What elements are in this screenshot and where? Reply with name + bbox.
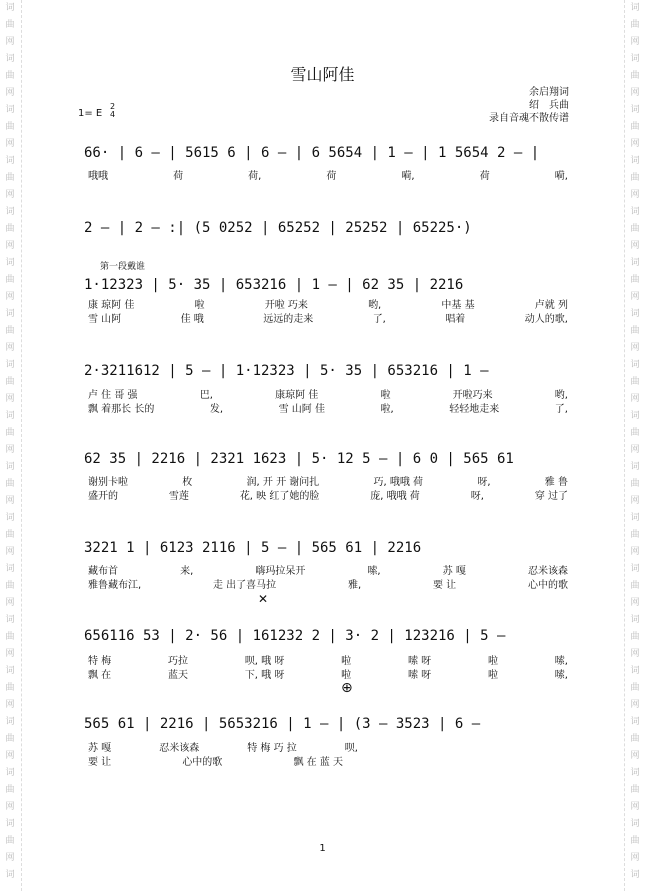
watermark-char: 曲 (5, 377, 15, 387)
watermark-char: 词 (5, 411, 15, 421)
lyric-word: 荷, (248, 171, 262, 182)
watermark-char: 词 (630, 666, 640, 676)
watermark-char: 网 (630, 292, 640, 302)
watermark-char: 网 (630, 394, 640, 404)
lyric-word: 特 梅 (88, 656, 112, 667)
watermark-char: 词 (5, 768, 15, 778)
lyric-word: 盛开的 (88, 491, 118, 502)
watermark-char: 曲 (5, 530, 15, 540)
lyric-word: 雅 鲁 (544, 477, 568, 488)
lyric-word: 荷 (326, 171, 337, 182)
lyric-word: 下, 哦 呀 (244, 670, 285, 681)
lyric-word: 嗦 呀 (407, 656, 432, 667)
lyric-word: 忍米该森 (527, 566, 568, 577)
watermark-char: 网 (5, 496, 15, 506)
lyric-word: 心中的歌 (528, 580, 568, 591)
watermark-char: 曲 (630, 530, 640, 540)
lyric-word: 谢别卡啦 (88, 477, 128, 488)
lyric-word: 忍米该森 (159, 743, 200, 754)
lyric-word: 康 琼阿 佳 (88, 300, 135, 311)
watermark-char: 曲 (5, 71, 15, 81)
watermark-char: 词 (5, 309, 15, 319)
time-sig-top: 2 (110, 102, 116, 111)
watermark-char: 曲 (630, 224, 640, 234)
lyric-word: 卢就 列 (534, 300, 568, 311)
watermark-char: 曲 (630, 836, 640, 846)
lyric-line-3a (88, 299, 568, 313)
lyric-word: 啦 (487, 656, 498, 667)
score-line-5: 62 35 | 2216 | 2321 1623 | 5· 12 5 — | 6 0 | 565 61 (84, 451, 514, 467)
watermark-char: 网 (630, 343, 640, 353)
watermark-left (2, 0, 18, 891)
lyric-line-6a (88, 565, 568, 579)
watermark-char: 词 (5, 3, 15, 13)
watermark-char: 曲 (5, 581, 15, 591)
lyric-word: 啦 (194, 300, 205, 311)
watermark-char: 词 (630, 360, 640, 370)
lyric-word: 巧拉 (168, 656, 188, 667)
watermark-char: 词 (5, 156, 15, 166)
lyric-word: 轻轻地走来 (449, 404, 500, 415)
score-line-3: 1·12323 | 5· 35 | 653216 | 1 — | 62 35 | 2216 (84, 277, 464, 293)
score-line-8: 565 61 | 2216 | 5653216 | 1 — | (3 — 3523 | 6 — (84, 716, 481, 732)
lyric-word: 雪 山阿 (88, 314, 122, 325)
watermark-char: 网 (630, 853, 640, 863)
watermark-char: 网 (630, 88, 640, 98)
watermark-char: 网 (630, 751, 640, 761)
watermark-char: 曲 (5, 428, 15, 438)
lyric-line-5a (88, 476, 568, 490)
lyric-word: 嗦, (554, 656, 568, 667)
lyric-word: 啦 (341, 656, 352, 667)
lyric-word: 飘 着那长 长的 (88, 404, 155, 415)
lyric-word: 啦, (380, 404, 394, 415)
watermark-char: 曲 (5, 275, 15, 285)
watermark-right (627, 0, 643, 891)
lyric-word: 润, 开 开 谢问扎 (246, 477, 320, 488)
key-signature: 1= E (78, 108, 103, 119)
watermark-char: 网 (5, 292, 15, 302)
lyric-word: 啦 (487, 670, 498, 681)
lyric-line-4a (88, 389, 568, 403)
segno-mark-icon: ✕ (258, 592, 269, 606)
watermark-char: 词 (630, 105, 640, 115)
watermark-char: 曲 (630, 581, 640, 591)
watermark-char: 曲 (5, 734, 15, 744)
lyric-word: 嗦, (554, 670, 568, 681)
lyric-word: 啦 (380, 390, 391, 401)
watermark-char: 曲 (630, 20, 640, 30)
watermark-char: 网 (5, 802, 15, 812)
lyric-word: 穿 过了 (534, 491, 568, 502)
time-sig-bottom: 4 (110, 110, 116, 119)
watermark-char: 网 (5, 445, 15, 455)
lyric-word: 唱着 (445, 314, 466, 325)
watermark-char: 曲 (5, 683, 15, 693)
watermark-char: 词 (5, 870, 15, 880)
watermark-char: 词 (630, 258, 640, 268)
watermark-char: 词 (630, 3, 640, 13)
watermark-char: 曲 (5, 20, 15, 30)
lyric-word: 飘 在 (88, 670, 112, 681)
lyric-word: 巴, (199, 390, 213, 401)
lyric-word: 嗨玛拉呆开 (255, 566, 306, 577)
lyric-word: 雅, (348, 580, 362, 591)
watermark-char: 网 (630, 241, 640, 251)
watermark-char: 词 (5, 462, 15, 472)
lyric-word: 呗, 哦 呀 (244, 656, 285, 667)
watermark-char: 词 (5, 717, 15, 727)
lyric-word: 荷 (173, 171, 184, 182)
watermark-char: 词 (630, 462, 640, 472)
lyric-word: 苏 嘎 (88, 743, 112, 754)
watermark-char: 曲 (630, 326, 640, 336)
lyric-word: 嗬, (554, 171, 568, 182)
watermark-char: 词 (630, 309, 640, 319)
lyric-word: 庞, 哦哦 荷 (370, 491, 420, 502)
lyric-line-8a (88, 742, 358, 756)
watermark-char: 词 (5, 360, 15, 370)
time-signature (110, 103, 115, 119)
watermark-char: 网 (630, 649, 640, 659)
margin-line-right (624, 0, 625, 891)
lyric-word: 了, (372, 314, 386, 325)
watermark-char: 网 (630, 445, 640, 455)
composer-credit: 绍 兵曲 (529, 100, 569, 111)
watermark-char: 曲 (5, 632, 15, 642)
lyric-word: 来, (180, 566, 194, 577)
lyric-word: 啦 (341, 670, 352, 681)
watermark-char: 网 (630, 37, 640, 47)
coda-mark-icon: ⊕ (341, 680, 353, 696)
lyric-word: 要 让 (433, 580, 457, 591)
lyric-word: 嗦, (367, 566, 381, 577)
lyric-line-1a (88, 170, 568, 184)
lyric-word: 动人的歌, (524, 314, 568, 325)
lyric-word: 要 让 (88, 757, 112, 768)
lyric-word: 雅鲁藏布江, (88, 580, 142, 591)
lyric-word: 特 梅 巧 拉 (247, 743, 297, 754)
watermark-char: 词 (5, 207, 15, 217)
lyric-word: 开啦巧来 (452, 390, 493, 401)
watermark-char: 词 (5, 54, 15, 64)
watermark-char: 网 (5, 139, 15, 149)
lyric-word: 嗬, (401, 171, 415, 182)
watermark-char: 网 (5, 394, 15, 404)
watermark-char: 词 (630, 156, 640, 166)
watermark-char: 曲 (5, 122, 15, 132)
lyric-word: 飘 在 蓝 天 (293, 757, 343, 768)
margin-line-left (21, 0, 22, 891)
lyric-word: 走 出了喜马拉 (213, 580, 277, 591)
lyric-line-6b (88, 579, 568, 593)
lyric-word: 卢 住 哥 强 (88, 390, 138, 401)
lyric-word: 佳 哦 (180, 314, 204, 325)
watermark-char: 词 (5, 513, 15, 523)
lyric-word: 呀, (477, 477, 491, 488)
score-line-7: 656116 53 | 2· 56 | 161232 2 | 3· 2 | 123216 | 5 — (84, 628, 506, 644)
watermark-char: 网 (5, 88, 15, 98)
watermark-char: 曲 (630, 377, 640, 387)
watermark-char: 词 (630, 717, 640, 727)
section-annotation: 第一段戴谁 (100, 262, 146, 272)
score-line-1: 66· | 6 — | 5615 6 | 6 — | 6 5654 | 1 — | 1 5654 2 — | (84, 145, 540, 161)
watermark-char: 曲 (630, 479, 640, 489)
lyric-word: 蓝天 (168, 670, 188, 681)
lyric-word: 开啦 巧来 (264, 300, 308, 311)
watermark-char: 曲 (630, 428, 640, 438)
watermark-char: 网 (5, 241, 15, 251)
lyric-word: 哟, (368, 300, 382, 311)
watermark-char: 曲 (630, 71, 640, 81)
lyric-line-5b (88, 490, 568, 504)
watermark-char: 曲 (630, 275, 640, 285)
lyric-word: 康琼阿 佳 (275, 390, 319, 401)
watermark-char: 网 (630, 496, 640, 506)
lyric-line-4b (88, 403, 568, 417)
score-line-4: 2·3211612 | 5 — | 1·12323 | 5· 35 | 653216 | 1 — (84, 363, 489, 379)
watermark-char: 词 (630, 615, 640, 625)
lyric-word: 嗦 呀 (407, 670, 432, 681)
watermark-char: 曲 (5, 326, 15, 336)
lyric-line-7a (88, 655, 568, 669)
watermark-char: 网 (5, 700, 15, 710)
watermark-char: 曲 (630, 683, 640, 693)
lyric-word: 呀, (470, 491, 484, 502)
watermark-char: 网 (5, 343, 15, 353)
watermark-char: 网 (630, 700, 640, 710)
score-line-2: 2 — | 2 — :| (5 0252 | 65252 | 25252 | 65225·) (84, 220, 472, 236)
lyric-word: 荷 (479, 171, 490, 182)
watermark-char: 词 (5, 819, 15, 829)
watermark-char: 词 (630, 513, 640, 523)
lyric-word: 了, (554, 404, 568, 415)
watermark-char: 曲 (5, 785, 15, 795)
watermark-char: 曲 (5, 224, 15, 234)
watermark-char: 曲 (5, 479, 15, 489)
credits (489, 86, 569, 125)
lyric-word: 枚 (182, 477, 193, 488)
watermark-char: 网 (5, 547, 15, 557)
watermark-char: 网 (5, 853, 15, 863)
page-number: 1 (319, 843, 326, 854)
watermark-char: 词 (5, 105, 15, 115)
lyric-word: 巧, 哦哦 荷 (373, 477, 424, 488)
watermark-char: 词 (630, 207, 640, 217)
watermark-char: 词 (630, 768, 640, 778)
watermark-char: 词 (630, 819, 640, 829)
transcriber-credit: 录自音魂不散传谱 (489, 113, 569, 124)
lyricist-credit: 余启翔词 (529, 87, 569, 98)
lyric-word: 藏布首 (88, 566, 118, 577)
lyric-word: 雪 山阿 佳 (278, 404, 325, 415)
lyric-word: 心中的歌 (182, 757, 223, 768)
lyric-word: 花, 映 红了她的脸 (239, 491, 320, 502)
lyric-word: 发, (209, 404, 224, 415)
watermark-char: 曲 (630, 734, 640, 744)
watermark-char: 曲 (630, 632, 640, 642)
watermark-char: 词 (5, 564, 15, 574)
watermark-char: 词 (5, 615, 15, 625)
watermark-char: 网 (630, 598, 640, 608)
watermark-char: 网 (630, 190, 640, 200)
watermark-char: 网 (5, 37, 15, 47)
watermark-char: 曲 (630, 122, 640, 132)
watermark-char: 网 (5, 598, 15, 608)
lyric-word: 雪莲 (168, 491, 189, 502)
watermark-char: 词 (630, 564, 640, 574)
watermark-char: 词 (630, 870, 640, 880)
lyric-line-8b (88, 756, 343, 770)
watermark-char: 曲 (630, 173, 640, 183)
watermark-char: 网 (630, 802, 640, 812)
lyric-word: 哟, (554, 390, 568, 401)
watermark-char: 网 (630, 139, 640, 149)
lyric-line-3b (88, 313, 568, 327)
lyric-word: 远远的走来 (263, 314, 314, 325)
song-title: 雪山阿佳 (290, 65, 355, 84)
lyric-word: 呗, (344, 743, 358, 754)
lyric-word: 中基 基 (441, 300, 475, 311)
watermark-char: 网 (5, 190, 15, 200)
watermark-char: 词 (5, 666, 15, 676)
watermark-char: 网 (630, 547, 640, 557)
lyric-word: 苏 嘎 (442, 566, 466, 577)
watermark-char: 网 (5, 751, 15, 761)
watermark-char: 曲 (5, 173, 15, 183)
watermark-char: 词 (5, 258, 15, 268)
watermark-char: 词 (630, 54, 640, 64)
watermark-char: 词 (630, 411, 640, 421)
watermark-char: 网 (5, 649, 15, 659)
score-line-6: 3221 1 | 6123 2116 | 5 — | 565 61 | 2216 (84, 540, 422, 556)
watermark-char: 曲 (5, 836, 15, 846)
watermark-char: 曲 (630, 785, 640, 795)
lyric-word: 哦哦 (88, 171, 108, 182)
lyric-line-7b (88, 669, 568, 683)
